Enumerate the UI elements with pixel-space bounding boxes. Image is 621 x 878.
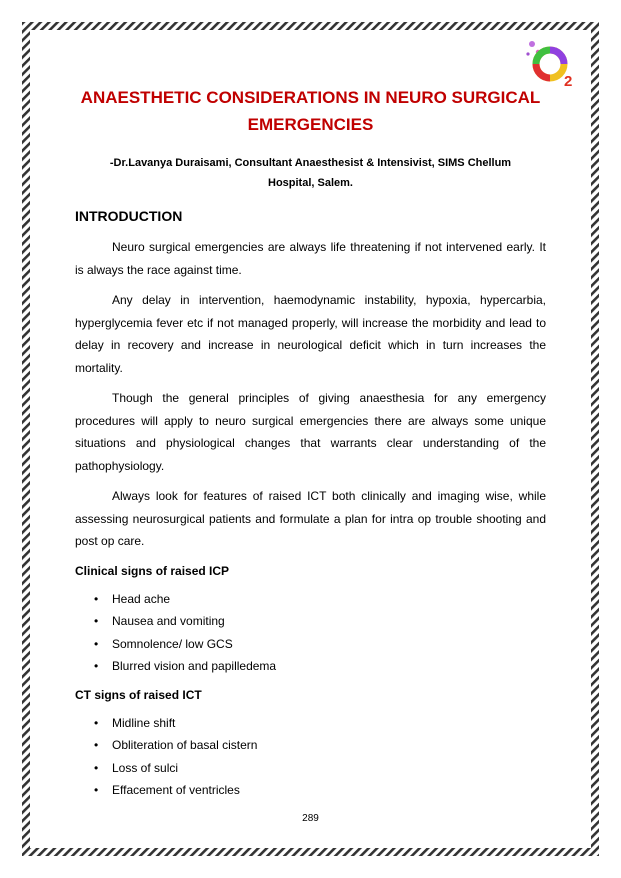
list-item: • Nausea and vomiting xyxy=(112,610,546,633)
paragraph: Always look for features of raised ICT both clinically and imaging wise, while assessing neurosurgical patients and formulate a plan for intra op trouble shooting and post op care. xyxy=(75,489,546,548)
list-item: • Head ache xyxy=(112,588,546,611)
page-number: 289 xyxy=(302,813,319,824)
paragraph: Neuro surgical emergencies are always life threatening if not intervened early. It is always the race against time. xyxy=(75,240,546,277)
list-item: • Blurred vision and papilledema xyxy=(112,655,546,678)
paragraph: Any delay in intervention, haemodynamic instability, hypoxia, hypercarbia, hyperglycemia fever etc if not managed properly, will increase the morbidity and lead to delay in recovery and increase in neurological deficit which in turn increases the mortality. xyxy=(75,293,546,375)
ct-signs-heading: CT signs of raised ICT xyxy=(75,687,202,702)
clinical-signs-heading: Clinical signs of raised ICP xyxy=(75,563,230,578)
svg-text:2: 2 xyxy=(564,73,573,90)
section-heading: INTRODUCTION xyxy=(75,208,183,224)
clinical-signs-list xyxy=(75,588,546,678)
list-item: • Loss of sulci xyxy=(112,757,546,780)
o2-logo xyxy=(524,36,578,90)
document-title: ANAESTHETIC CONSIDERATIONS IN NEURO SURGICAL EMERGENCIES xyxy=(80,88,541,134)
list-item: • Obliteration of basal cistern xyxy=(112,734,546,757)
list-item: • Somnolence/ low GCS xyxy=(112,633,546,656)
list-item: • Midline shift xyxy=(112,712,546,735)
list-item: • Effacement of ventricles xyxy=(112,779,546,802)
document-body xyxy=(75,205,546,809)
ct-signs-list xyxy=(75,712,546,802)
paragraph: Though the general principles of giving anaesthesia for any emergency procedures will apply to neuro surgical emergencies there are always some unique situations and physiological changes that warrants clear understanding of the pathophysiology. xyxy=(75,391,546,473)
author-line: -Dr.Lavanya Duraisami, Consultant Anaesthesist & Intensivist, SIMS Chellum Hospital, Salem. xyxy=(109,157,512,189)
